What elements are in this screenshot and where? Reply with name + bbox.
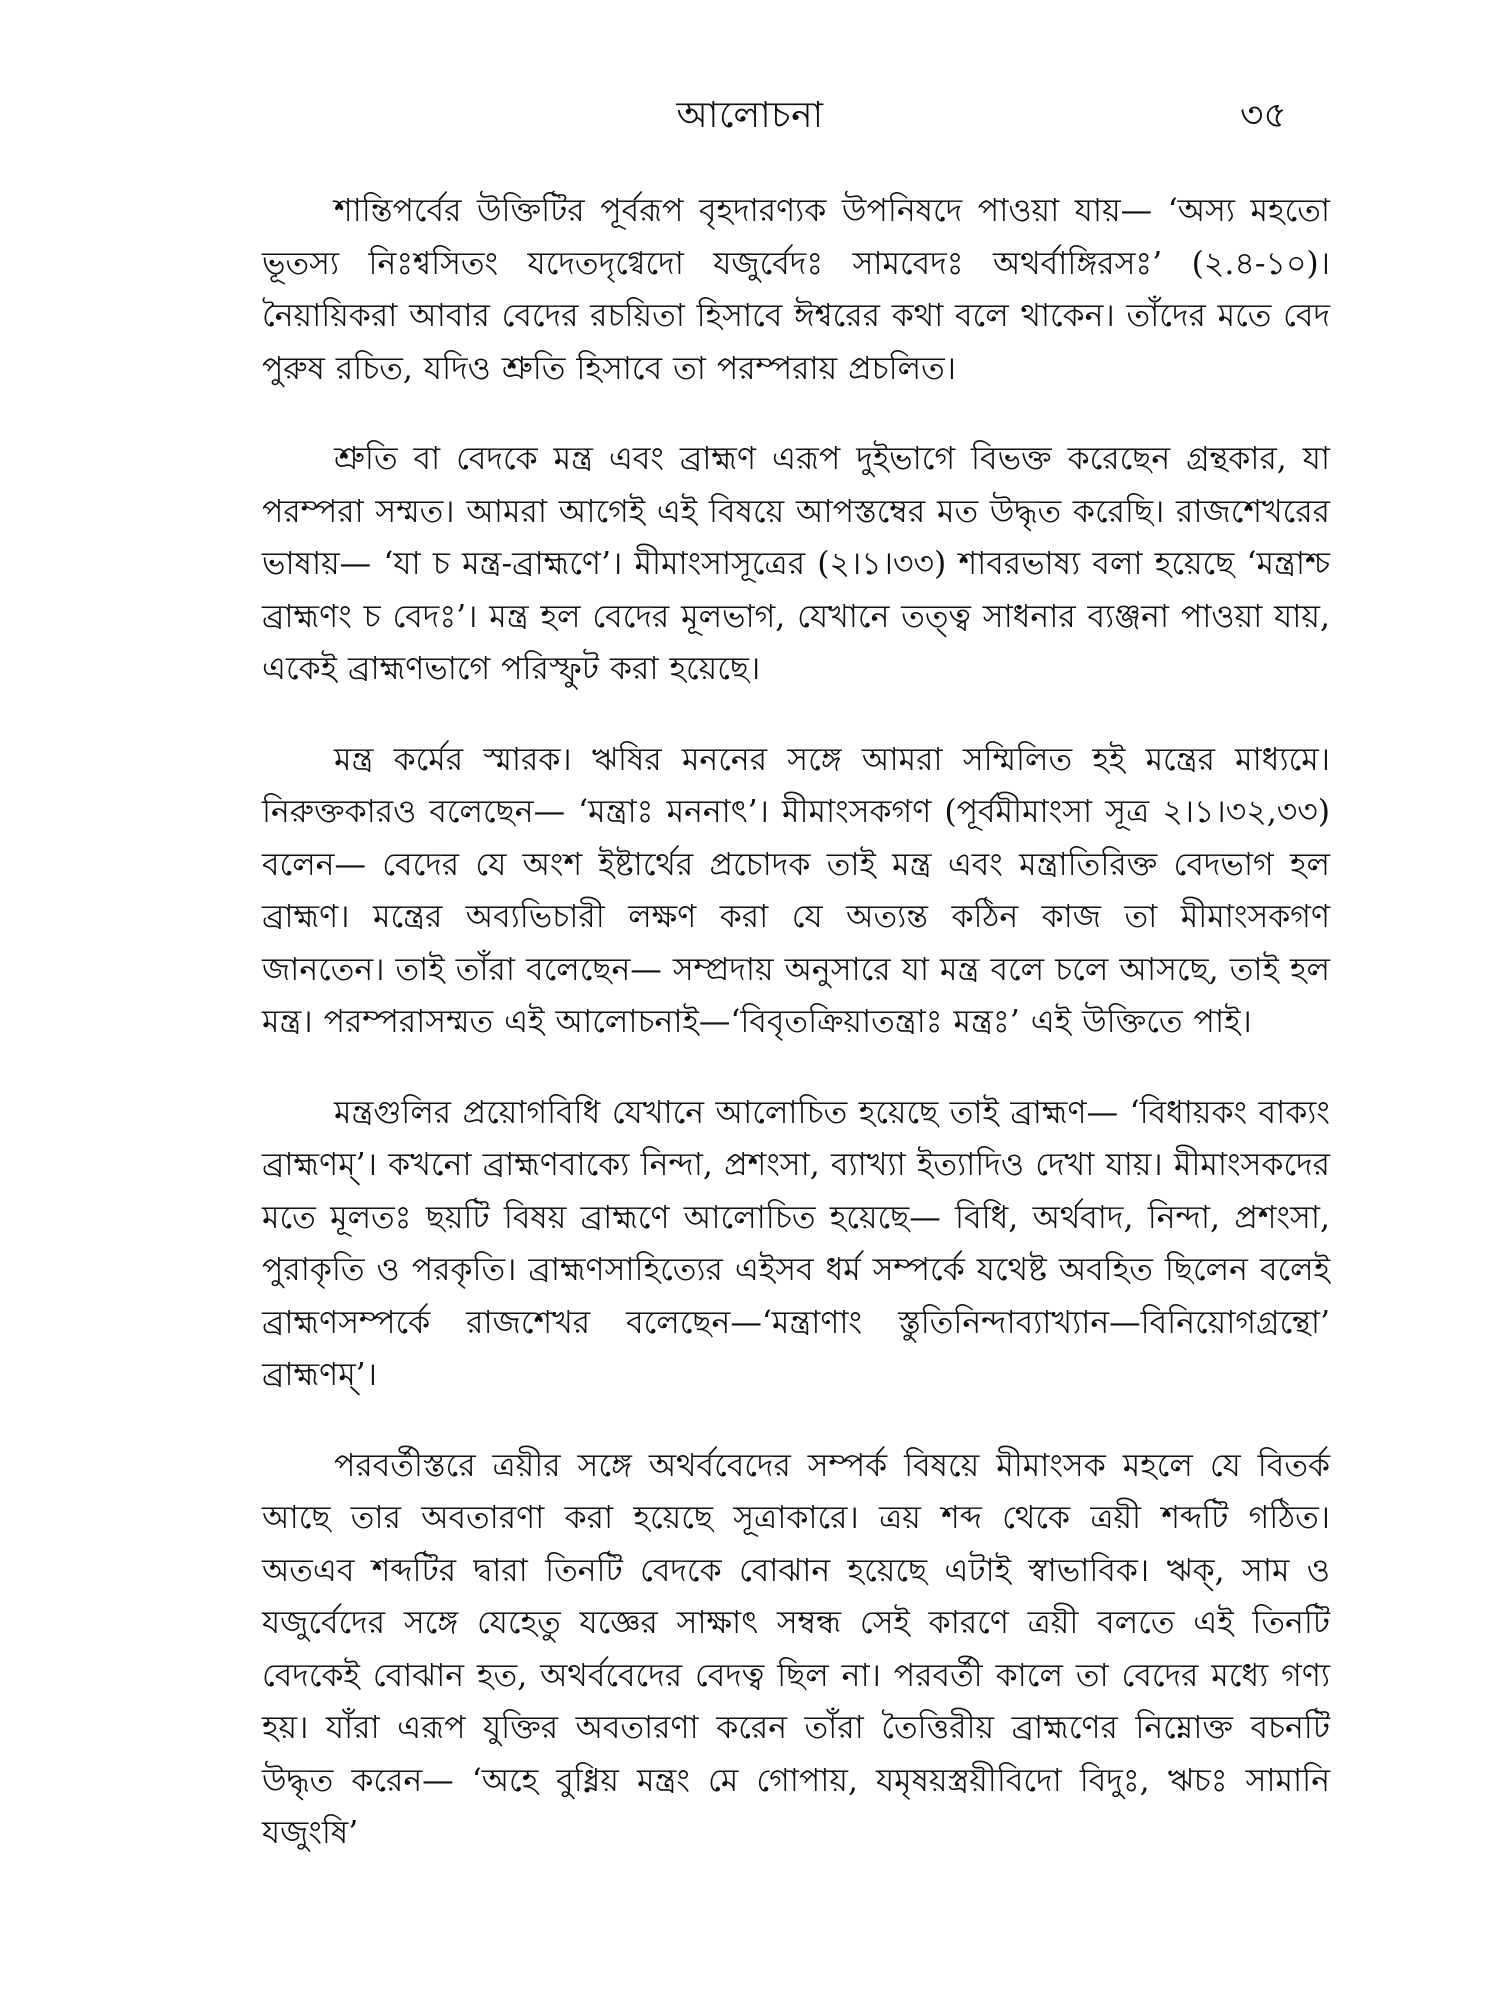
- paragraph-1: শান্তিপর্বের উক্তিটির পূর্বরূপ বৃহদারণ্যক উপনিষদে পাওয়া যায়— ‘অস্য মহতো ভূতস্য নিঃশ্বসিতং যদেতদৃগ্বেদো যজুর্বেদঃ সামবেদঃ অথর্বাঙ্গিরসঃ’ (২.৪-১০)। নৈয়ায়িকরা আবার বেদের রচয়িতা হিসাবে ঈশ্বরের কথা বলে থাকেন। তাঁদের মতে বেদ পুরুষ রচিত, যদিও শ্রুতি হিসাবে তা পরম্পরায় প্রচলিত।: [262, 193, 1330, 387]
- paragraph-2: শ্রুতি বা বেদকে মন্ত্র এবং ব্রাহ্মণ এরূপ দুইভাগে বিভক্ত করেছেন গ্রন্থকার, যা পরম্পরা সম্মত। আমরা আগেই এই বিষয়ে আপস্তম্বের মত উদ্ধৃত করেছি। রাজশেখরের ভাষায়— ‘যা চ মন্ত্র-ব্রাহ্মণে’। মীমাংসাসূত্রের (২।১।৩৩) শাবরভাষ্য বলা হয়েছে ‘মন্ত্রাশ্চ ব্রাহ্মণং চ বেদঃ’। মন্ত্র হল বেদের মূলভাগ, যেখানে তত্ত্ব সাধনার ব্যঞ্জনা পাওয়া যায়, একেই ব্রাহ্মণভাগে পরিস্ফুট করা হয়েছে।: [262, 441, 1330, 687]
- paragraph-4: মন্ত্রগুলির প্রয়োগবিধি যেখানে আলোচিত হয়েছে তাই ব্রাহ্মণ— ‘বিধায়কং বাক্যং ব্রাহ্মণম্’। কখনো ব্রাহ্মণবাক্যে নিন্দা, প্রশংসা, ব্যাখ্যা ইত্যাদিও দেখা যায়। মীমাংসকদের মতে মূলতঃ ছয়টি বিষয় ব্রাহ্মণে আলোচিত হয়েছে— বিধি, অর্থবাদ, নিন্দা, প্রশংসা, পুরাকৃতি ও পরকৃতি। ব্রাহ্মণসাহিত্যের এইসব ধর্ম সম্পর্কে যথেষ্ট অবহিত ছিলেন বলেই ব্রাহ্মণসম্পর্কে রাজশেখর বলেছেন—‘মন্ত্রাণাং স্তুতিনিন্দাব্যাখ্যান—বিনিয়োগগ্রন্থো’ ব্রাহ্মণম্’।: [262, 1094, 1330, 1393]
- paragraph-5: পরবর্তীস্তরে ত্রয়ীর সঙ্গে অথর্ববেদের সম্পর্ক বিষয়ে মীমাংসক মহলে যে বিতর্ক আছে তার অবতারণা করা হয়েছে সূত্রাকারে। ত্রয় শব্দ থেকে ত্রয়ী শব্দটি গঠিত। অতএব শব্দটির দ্বারা তিনটি বেদকে বোঝান হয়েছে এটাই স্বাভাবিক। ঋক্, সাম ও যজুর্বেদের সঙ্গে যেহেতু যজ্ঞের সাক্ষাৎ সম্বন্ধ সেই কারণে ত্রয়ী বলতে এই তিনটি বেদকেই বোঝান হত, অথর্ববেদের বেদত্ব ছিল না। পরবর্তী কালে তা বেদের মধ্যে গণ্য হয়। যাঁরা এরূপ যুক্তির অবতারণা করেন তাঁরা তৈত্তিরীয় ব্রাহ্মণের নিম্নোক্ত বচনটি উদ্ধৃত করেন— ‘অহে বুধ্নিয় মন্ত্রং মে গোপায়, যমৃষয়স্ত্রয়ীবিদো বিদুঃ, ঋচঃ সামানি যজুংষি’: [262, 1447, 1330, 1851]
- paragraph-3: মন্ত্র কর্মের স্মারক। ঋষির মননের সঙ্গে আমরা সম্মিলিত হই মন্ত্রের মাধ্যমে। নিরুক্তকারও বলেছেন— ‘মন্ত্রাঃ মননাৎ’। মীমাংসকগণ (পূর্বমীমাংসা সূত্র ২।১।৩২,৩৩) বলেন— বেদের যে অংশ ইষ্টার্থের প্রচোদক তাই মন্ত্র এবং মন্ত্রাতিরিক্ত বেদভাগ হল ব্রাহ্মণ। মন্ত্রের অব্যভিচারী লক্ষণ করা যে অত্যন্ত কঠিন কাজ তা মীমাংসকগণ জানতেন। তাই তাঁরা বলেছেন— সম্প্রদায় অনুসারে যা মন্ত্র বলে চলে আসছে, তাই হল মন্ত্র। পরম্পরাসম্মত এই আলোচনাই—‘বিবৃতক্রিয়াতন্ত্রাঃ মন্ত্রঃ’ এই উক্তিতে পাই।: [262, 741, 1330, 1040]
- body-text: [262, 185, 1330, 1860]
- page-number: ৩৫: [1240, 95, 1287, 136]
- running-title: আলোচনা: [676, 95, 824, 136]
- page-header: [0, 86, 1500, 146]
